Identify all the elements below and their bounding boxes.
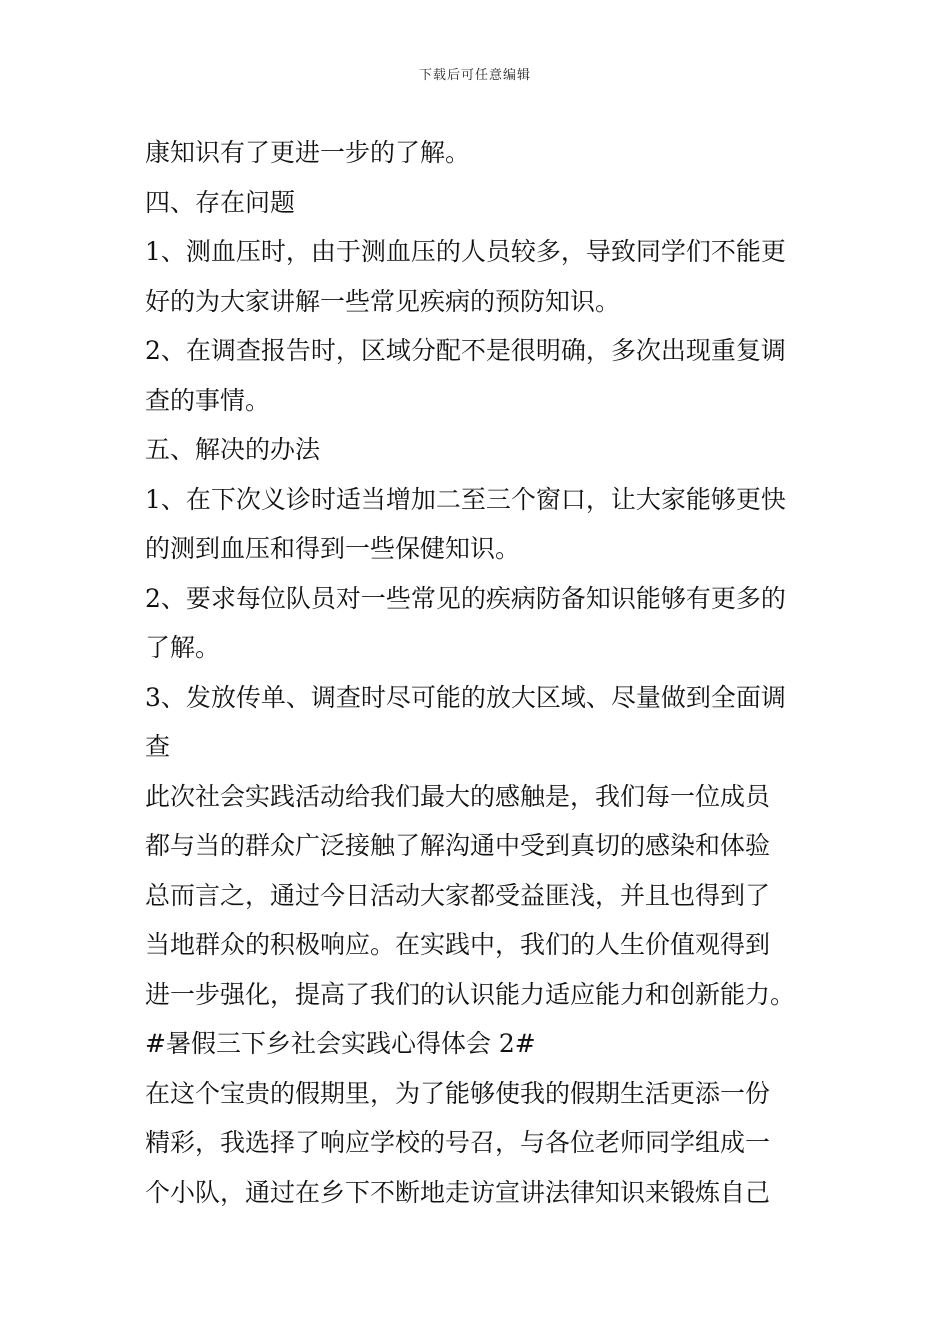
text-line: 查 bbox=[145, 732, 171, 761]
text-line: 个小队，通过在乡下不断地走访宣讲法律知识来锻炼自己 bbox=[145, 1177, 771, 1207]
text-line: 在这个宝贵的假期里，为了能够使我的假期生活更添一份 bbox=[145, 1078, 771, 1108]
section-heading-problems: 四、存在问题 bbox=[145, 187, 296, 217]
text-line: 都与当的群众广泛接触了解沟通中受到真切的感染和体验 bbox=[145, 831, 771, 860]
text-line: 好的为大家讲解一些常见疾病的预防知识。 bbox=[145, 286, 621, 316]
text-line: 的测到血压和得到一些保健知识。 bbox=[145, 534, 521, 563]
text-line: 2、要求每位队员对一些常见的疾病防备知识能够有更多的 bbox=[145, 583, 786, 613]
text-line: 2、在调查报告时，区域分配不是很明确，多次出现重复调 bbox=[145, 336, 786, 365]
text-line: 1、在下次义诊时适当增加二至三个窗口，让大家能够更快 bbox=[145, 484, 786, 514]
text-line: 进一步强化，提高了我们的认识能力适应能力和创新能力。 bbox=[145, 979, 796, 1009]
text-line: 了解。 bbox=[145, 633, 221, 662]
text-line: 当地群众的积极响应。在实践中，我们的人生价值观得到 bbox=[145, 930, 771, 959]
text-line: 此次社会实践活动给我们最大的感触是，我们每一位成员 bbox=[145, 781, 771, 811]
text-line: 查的事情。 bbox=[145, 385, 271, 415]
section-heading-solutions: 五、解决的办法 bbox=[145, 435, 321, 464]
document-body bbox=[145, 128, 810, 1217]
text-line: 总而言之，通过今日活动大家都受益匪浅，并且也得到了 bbox=[145, 880, 771, 910]
text-line: 3、发放传单、调查时尽可能的放大区域、尽量做到全面调 bbox=[145, 682, 786, 712]
text-line: 精彩，我选择了响应学校的号召，与各位老师同学组成一 bbox=[145, 1128, 771, 1157]
page-header-note: 下载后可任意编辑 bbox=[418, 68, 531, 83]
article-title-2: #暑假三下乡社会实践心得体会 2# bbox=[145, 1029, 536, 1058]
text-line: 1、测血压时，由于测血压的人员较多，导致同学们不能更 bbox=[145, 237, 786, 266]
text-line: 康知识有了更进一步的了解。 bbox=[145, 138, 471, 167]
